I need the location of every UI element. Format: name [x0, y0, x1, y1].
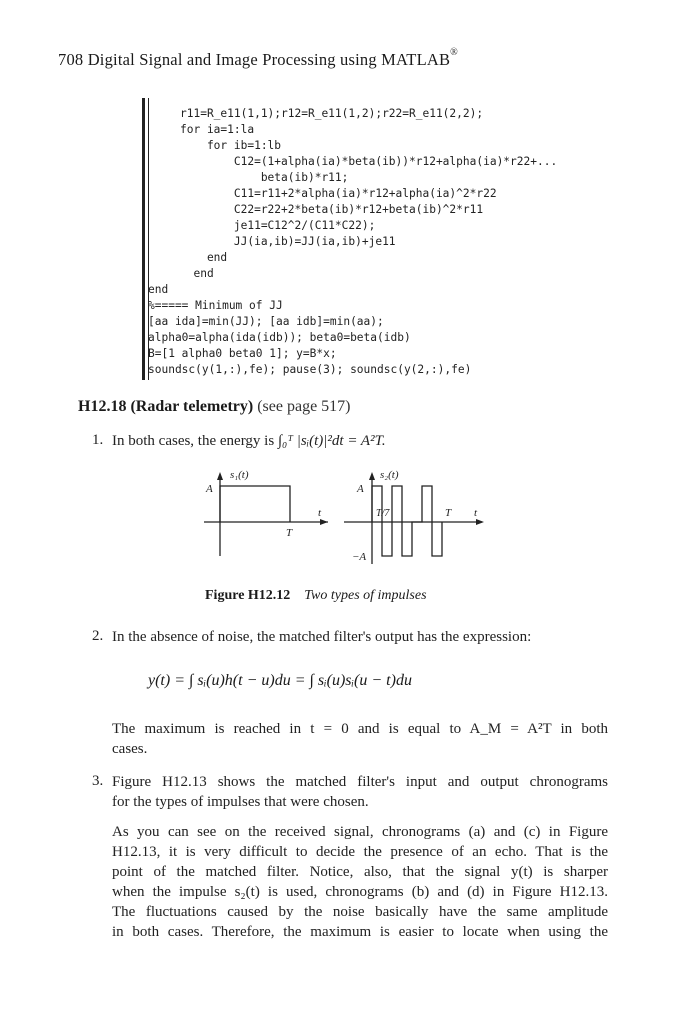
code-line: JJ(ia,ib)=JJ(ia,ib)+je11	[180, 235, 396, 248]
figure-title: Two types of impulses	[304, 588, 427, 603]
item3-line: for the types of impulses that were chosen.	[112, 794, 369, 810]
code-line: end	[180, 267, 214, 280]
page-header	[58, 47, 458, 70]
code-line: for ib=1:lb	[180, 139, 282, 152]
item1-text	[112, 432, 386, 451]
figure-id: Figure H12.12	[205, 588, 291, 603]
code-listing	[142, 98, 612, 380]
section-page-ref: (see page 517)	[257, 398, 351, 415]
item3-para-line: The fluctuations caused by the noise basically have the same amplitude	[112, 904, 608, 920]
code-line: r11=R_e11(1,1);r12=R_e11(1,2);r22=R_e11(2,2);	[180, 107, 484, 120]
label-s2: s₂(t)	[380, 469, 399, 481]
item-number: 2.	[92, 628, 104, 644]
code-line: [aa ida]=min(JJ); [aa idb]=min(aa);	[148, 315, 384, 328]
code-line: end	[148, 283, 169, 296]
item1-sentence: In both cases, the energy is	[112, 433, 275, 449]
energy-formula: ∫₀ᵀ |sᵢ(t)|²dt = A²T.	[277, 433, 386, 449]
label-A-s2: A	[357, 483, 364, 495]
item-number: 3.	[92, 773, 104, 789]
item2-line: The maximum is reached in t = 0 and is equal to A_M = A²T in both	[112, 721, 608, 737]
code-line: C22=r22+2*beta(ib)*r12+beta(ib)^2*r11	[180, 203, 484, 216]
label-A-s1: A	[206, 483, 213, 495]
code-line: C12=(1+alpha(ia)*beta(ib))*r12+alpha(ia)*r22+...	[180, 155, 558, 168]
coded-impulse-s2	[372, 486, 442, 556]
time-axis-arrow-s1	[320, 519, 328, 525]
label-T7: T/7	[376, 508, 390, 519]
impulse-figure	[196, 464, 496, 584]
code-line: soundsc(y(1,:),fe); pause(3); soundsc(y(2,:),fe)	[148, 363, 472, 376]
code-line: alpha0=alpha(ida(idb)); beta0=beta(idb)	[148, 331, 411, 344]
code-line: je11=C12^2/(C11*C22);	[180, 219, 376, 232]
item3-line: Figure H12.13 shows the matched filter's input and output chronograms	[112, 774, 608, 790]
item-number: 1.	[92, 432, 104, 448]
item3-para-line: As you can see on the received signal, chronograms (a) and (c) in Figure	[112, 824, 608, 840]
rect-impulse-s1	[220, 486, 290, 522]
item2-text: In the absence of noise, the matched filter's output has the expression:	[112, 629, 532, 645]
label-t-s2: t	[474, 507, 478, 519]
item2-line: cases.	[112, 741, 148, 757]
item3-para-line: point of the matched filter. Notice, also, that the signal y(t) is sharper	[112, 864, 608, 880]
section-heading: H12.18 (Radar telemetry)	[78, 398, 254, 415]
time-axis-arrow-s2	[476, 519, 484, 525]
registered-mark: ®	[450, 47, 458, 58]
matched-filter-equation: y(t) = ∫ sᵢ(u)h(t − u)du = ∫ sᵢ(u)sᵢ(u − t)du	[148, 672, 412, 689]
item3-para-line: when the impulse s₂(t) is used, chronograms (b) and (d) in Figure H12.13.	[112, 884, 608, 900]
figure-caption	[205, 588, 427, 604]
label-t-s1: t	[318, 507, 322, 519]
code-line: for ia=1:la	[180, 123, 255, 136]
code-line: beta(ib)*r11;	[180, 171, 349, 184]
label-s1: s₁(t)	[230, 469, 249, 481]
label-negA: −A	[352, 551, 367, 563]
section-title	[78, 398, 351, 416]
book-title: Digital Signal and Image Processing using MATLAB	[87, 50, 451, 69]
label-T-s1: T	[286, 527, 293, 539]
item3-para-line: in both cases. Therefore, the maximum is easier to locate when using the	[112, 924, 608, 940]
code-line: C11=r11+2*alpha(ia)*r12+alpha(ia)^2*r22	[180, 187, 497, 200]
item3-para-line: H12.13, it is very difficult to decide the presence of an echo. That is the	[112, 844, 608, 860]
impulse-plot-s1	[204, 472, 328, 556]
code-line: %===== Minimum of JJ	[148, 299, 283, 312]
code-margin-bar	[142, 98, 145, 380]
page-number: 708	[58, 50, 84, 69]
code-line: end	[180, 251, 228, 264]
amp-axis-arrow-s2	[369, 472, 375, 480]
label-T-s2: T	[445, 507, 452, 519]
amp-axis-arrow-s1	[217, 472, 223, 480]
code-line: B=[1 alpha0 beta0 1]; y=B*x;	[148, 347, 337, 360]
